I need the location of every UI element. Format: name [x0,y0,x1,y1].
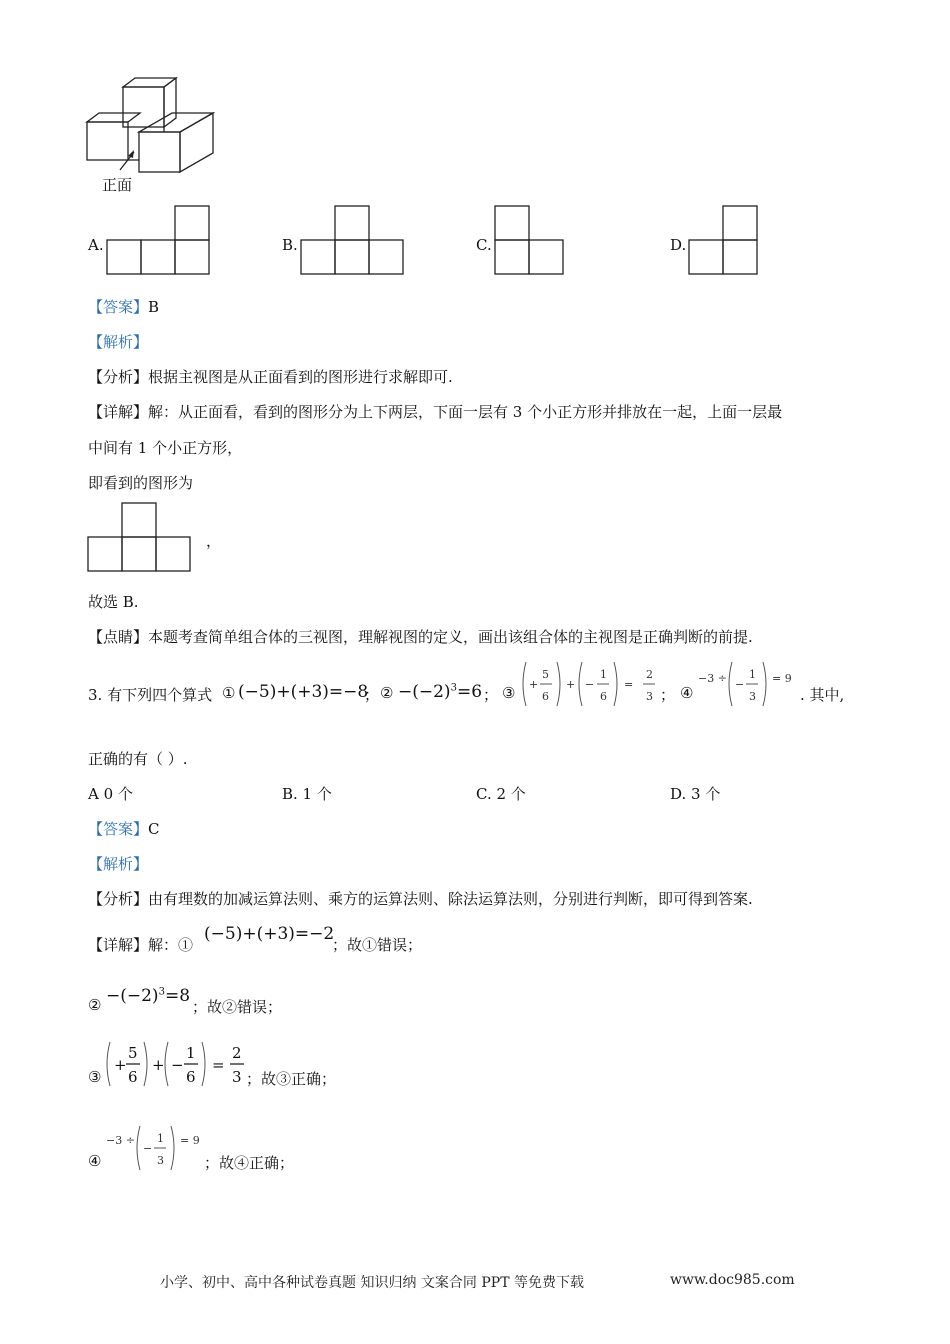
circ-2b: ② [88,996,102,1014]
expr-1: (−5)+(+3)=−8 [238,682,369,702]
num-1b: 1 [157,1132,164,1145]
sep-1: ； [364,686,380,704]
option-a-figure [106,206,211,276]
option-a-label: A. [88,236,104,254]
xiangjie-tag: 【详解】 [88,936,149,954]
m3-div: −3 ÷ [106,1134,135,1147]
num-5: 5 [128,1044,138,1062]
den-6b: 6 [186,1068,196,1086]
q2-answer [88,296,159,317]
judge-1: ；故①错误； [332,936,423,954]
option-b-label: B. [282,236,298,254]
sol-2-exp: 3 [158,986,165,998]
m3-div: −3 ÷ [698,672,727,685]
q3-xiangjie [88,934,193,955]
fenxi-tag: 【分析】 [88,890,149,908]
xiangjie-lead: 解：① [148,936,194,954]
footer-url[interactable]: www.doc985.com [670,1272,795,1288]
sol-2-base: −(−2) [106,986,159,1006]
option-c-label: C. [476,236,492,254]
fenxi-text: 根据主视图是从正面看到的图形进行求解即可. [148,368,453,386]
expr-2-exp: 3 [450,682,457,694]
q3-stem-suffix: . 其中, [800,686,845,704]
plus-sign: + [529,678,539,691]
answer-tag: 【答案】 [88,298,149,316]
eq-sign: = [624,678,634,691]
den-3: 3 [646,690,653,703]
fenxi-text: 由有理数的加减运算法则、乘方的运算法则、除法运算法则，分别进行判断，即可得到答案. [148,890,753,908]
plus-sign-2: + [152,1056,165,1074]
sol-3 [104,1040,254,1090]
answer-value: C [148,820,160,838]
den-3b: 3 [157,1154,164,1167]
expr-2-base: −(−2) [398,682,451,702]
num-1: 1 [600,668,607,681]
expr-2-rest: =6 [456,682,483,702]
q3-fenxi [88,888,753,909]
q2-xiangjie [88,401,782,422]
xiangjie-tag: 【详解】 [88,403,149,421]
sep-3: ； [660,686,676,704]
circ-3: ③ [502,684,516,702]
den-6b: 6 [600,690,607,703]
option-b-figure [300,206,405,276]
judge-3: ；故③正确； [246,1070,337,1088]
q3-stem-line2: 正确的有（ ）. [88,750,188,768]
minus-sign: − [171,1056,184,1074]
q2-fenxi [88,366,453,387]
answer-tag: 【答案】 [88,820,149,838]
eq-sign: = [212,1056,225,1074]
num-2: 2 [646,668,653,681]
expr-4 [696,660,806,710]
expr-3 [520,660,670,710]
judge-4: ；故④正确； [204,1154,295,1172]
q2-conclusion: 故选 B. [88,593,139,611]
expr-2 [398,682,482,702]
sep-2: ； [483,686,499,704]
den-6: 6 [542,690,549,703]
minus-sign-2: − [143,1142,153,1155]
num-2: 2 [232,1044,242,1062]
q2-xiangjie-line2: 中间有 1 个小正方形， [88,439,243,457]
answer-value: B [148,298,160,316]
den-6: 6 [128,1068,138,1086]
plus-sign-2: + [566,678,576,691]
circ-4: ④ [680,684,694,702]
circ-2: ② [380,684,394,702]
sol-4 [104,1124,214,1174]
minus-sign-2: − [735,678,745,691]
q3-jiexi-tag: 【解析】 [88,855,149,873]
q2-dianjing [88,626,753,647]
judge-2: ；故②错误； [192,998,283,1016]
q3-option-c: C. 2 个 [476,785,526,803]
sol-2 [106,986,190,1006]
circ-1: ① [222,684,236,702]
eq-9: = 9 [772,672,792,685]
sol-2-rest: =8 [164,986,191,1006]
option-d-label: D. [670,236,687,254]
circ-3b: ③ [88,1068,102,1086]
option-c-figure [494,206,564,276]
circ-4b: ④ [88,1152,102,1170]
q3-answer [88,818,160,839]
dianjing-text: 本题考查简单组合体的三视图，理解视图的定义，画出该组合体的主视图是正确判断的前提. [148,628,753,646]
q2-front-view [87,502,193,572]
minus-sign: − [585,678,595,691]
den-3: 3 [232,1068,242,1086]
q3-option-b: B. 1 个 [282,785,332,803]
option-d-figure [688,206,760,276]
q2-comma: ， [206,532,222,550]
den-3b: 3 [749,690,756,703]
q2-xiangjie-line3: 即看到的图形为 [88,474,194,492]
q3-stem-prefix: 3. 有下列四个算式 [88,686,213,704]
num-1: 1 [186,1044,196,1062]
eq-9: = 9 [180,1134,200,1147]
num-1b: 1 [749,668,756,681]
plus-sign: + [114,1056,127,1074]
sol-1: (−5)+(+3)=−2 [204,924,335,944]
q2-jiexi-tag: 【解析】 [88,333,149,351]
front-label: 正面 [102,176,133,194]
footer-text: 小学、初中、高中各种试卷真题 知识归纳 文案合同 PPT 等免费下载 [160,1275,584,1291]
dianjing-tag: 【点睛】 [88,628,149,646]
q3-option-a: A 0 个 [88,785,133,803]
q3-option-d: D. 3 个 [670,785,721,803]
xiangjie-text: 解：从正面看，看到的图形分为上下两层，下面一层有 3 个小正方形并排放在一起，上面一层最 [148,403,783,421]
num-5: 5 [542,668,549,681]
fenxi-tag: 【分析】 [88,368,149,386]
